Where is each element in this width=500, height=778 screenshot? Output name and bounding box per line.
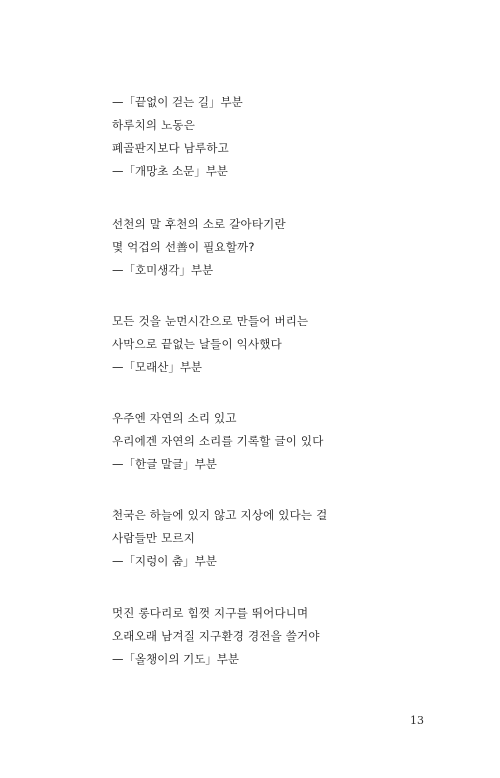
poem-excerpt-group-5	[112, 504, 412, 573]
poem-excerpt-group-1	[112, 91, 412, 183]
poem-line: 사막으로 끝없는 날들이 익사했다	[112, 337, 282, 351]
poem-source: —「끝없이 걷는 길」부분	[112, 95, 243, 109]
poem-line: 우리에겐 자연의 소리를 기록할 글이 있다	[112, 434, 324, 448]
poem-line: 우주엔 자연의 소리 있고	[112, 411, 237, 425]
poem-line: 사람들만 모르지	[112, 531, 196, 545]
page-number: 13	[410, 714, 424, 727]
poem-line: 멋진 롱다리로 힘껏 지구를 뛰어다니며	[112, 606, 309, 620]
poem-source: —「호미생각」부분	[112, 263, 214, 277]
poem-excerpt-group-4	[112, 407, 412, 476]
poem-excerpt-group-2	[112, 213, 412, 282]
poem-line: 하루치의 노동은	[112, 118, 196, 132]
poem-source: —「지렁이 춤」부분	[112, 554, 217, 568]
poem-line: 천국은 하늘에 있지 않고 지상에 있다는 걸	[112, 508, 328, 522]
poem-line: 몇 억겁의 선善이 필요할까?	[112, 240, 255, 254]
poem-line: 모든 것을 눈먼시간으로 만들어 버리는	[112, 314, 309, 328]
poem-line: 오래오래 남겨질 지구환경 경전을 쓸거야	[112, 629, 320, 643]
poem-excerpt-group-6	[112, 602, 412, 671]
poem-line: 폐골판지보다 남루하고	[112, 141, 229, 155]
poem-source: —「한글 말글」부분	[112, 457, 217, 471]
poem-source: —「모래산」부분	[112, 360, 203, 374]
poem-excerpt-group-3	[112, 310, 412, 379]
poem-line: 선천의 말 후천의 소로 갈아타기란	[112, 217, 286, 231]
poem-source: —「올챙이의 기도」부분	[112, 652, 240, 666]
poem-source: —「개망초 소문」부분	[112, 164, 228, 178]
